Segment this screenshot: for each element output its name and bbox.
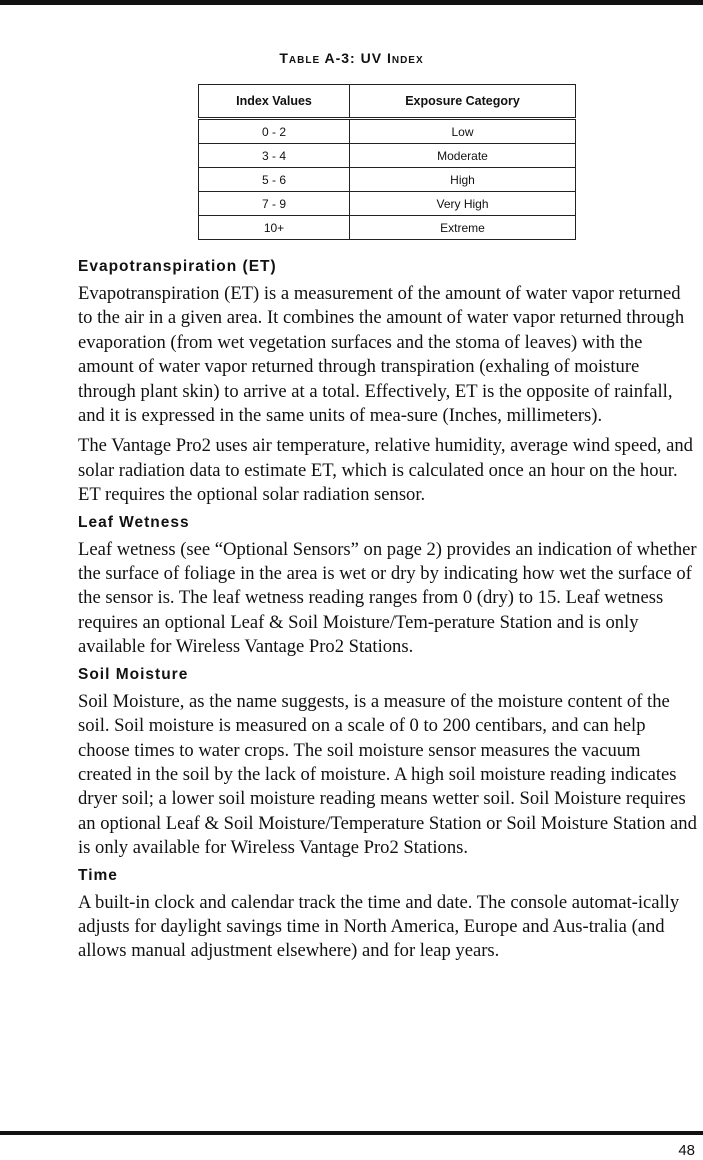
header-index-values: Index Values <box>199 85 350 119</box>
section-time <box>78 867 698 964</box>
paragraph: Evapotranspiration (ET) is a measurement of the amount of water vapor returned to the air in a given area. It combines the amount of water vapor returned through evaporation (from wet vegetation surfaces and the stoma of leaves) with the amount of water vapor returned through transpiration (exhaling of moisture through plant skin) to arrive at a total. Effectively, ET is the opposite of rainfall, and it is expressed in the same units of mea-sure (Inches, millimeters). <box>78 283 685 427</box>
table-row <box>199 119 576 144</box>
exposure-category-cell: Very High <box>350 192 576 216</box>
section-heading: Evapotranspiration (ET) <box>78 258 277 275</box>
index-value-cell: 0 - 2 <box>199 119 350 144</box>
exposure-category-cell: High <box>350 168 576 192</box>
section-heading: Leaf Wetness <box>78 513 190 531</box>
index-value-cell: 10+ <box>199 216 350 240</box>
page-content <box>78 258 698 970</box>
exposure-category-cell: Moderate <box>350 144 576 168</box>
paragraph: Soil Moisture, as the name suggests, is a measure of the moisture content of the soil. Soil moisture is measured on a scale of 0 to 200 centibars, and can help choose times to water crops. The soil moisture sensor measures the vacuum created in the soil by the lack of moisture. A high soil moisture reading indicates dryer soil; a lower soil moisture reading means wetter soil. Soil Moisture requires an optional Leaf & Soil Moisture/Temperature Station or Soil Moisture Station and is only available for Wireless Vantage Pro2 Stations. <box>78 690 697 859</box>
index-value-cell: 3 - 4 <box>199 144 350 168</box>
uv-index-table <box>198 84 576 240</box>
section-soil-moisture <box>78 666 698 861</box>
top-rule <box>0 0 703 5</box>
index-value-cell: 5 - 6 <box>199 168 350 192</box>
page-number: 48 <box>678 1142 695 1159</box>
table-row <box>199 168 576 192</box>
section-leaf-wetness <box>78 514 698 660</box>
exposure-category-cell: Low <box>350 119 576 144</box>
section-evapotranspiration <box>78 258 698 508</box>
table-row <box>199 192 576 216</box>
bottom-rule <box>0 1131 703 1135</box>
table-row <box>199 144 576 168</box>
index-value-cell: 7 - 9 <box>199 192 350 216</box>
table-caption: Table A-3: UV Index <box>279 50 424 66</box>
exposure-category-cell: Extreme <box>350 216 576 240</box>
paragraph: A built-in clock and calendar track the time and date. The console automat-ically adjusts for daylight savings time in North America, Europe and Aus-tralia (and allows manual adjustment elsewhere) and for leap years. <box>78 891 680 962</box>
paragraph: Leaf wetness (see “Optional Sensors” on page 2) provides an indication of whether the surface of foliage in the area is wet or dry by indicating how wet the surface of the sensor is. The leaf wetness reading ranges from 0 (dry) to 15. Leaf wetness requires an optional Leaf & Soil Moisture/Tem-perature Station and is only available for Wireless Vantage Pro2 Stations. <box>78 538 697 658</box>
header-exposure-category: Exposure Category <box>350 85 576 119</box>
table-header-row <box>199 85 576 119</box>
paragraph: The Vantage Pro2 uses air temperature, relative humidity, average wind speed, and solar radiation data to estimate ET, which is calculated once an hour on the hour. ET requires the optional solar radiation sensor. <box>78 435 693 506</box>
section-heading: Soil Moisture <box>78 665 189 683</box>
table-row <box>199 216 576 240</box>
section-heading: Time <box>78 866 118 884</box>
